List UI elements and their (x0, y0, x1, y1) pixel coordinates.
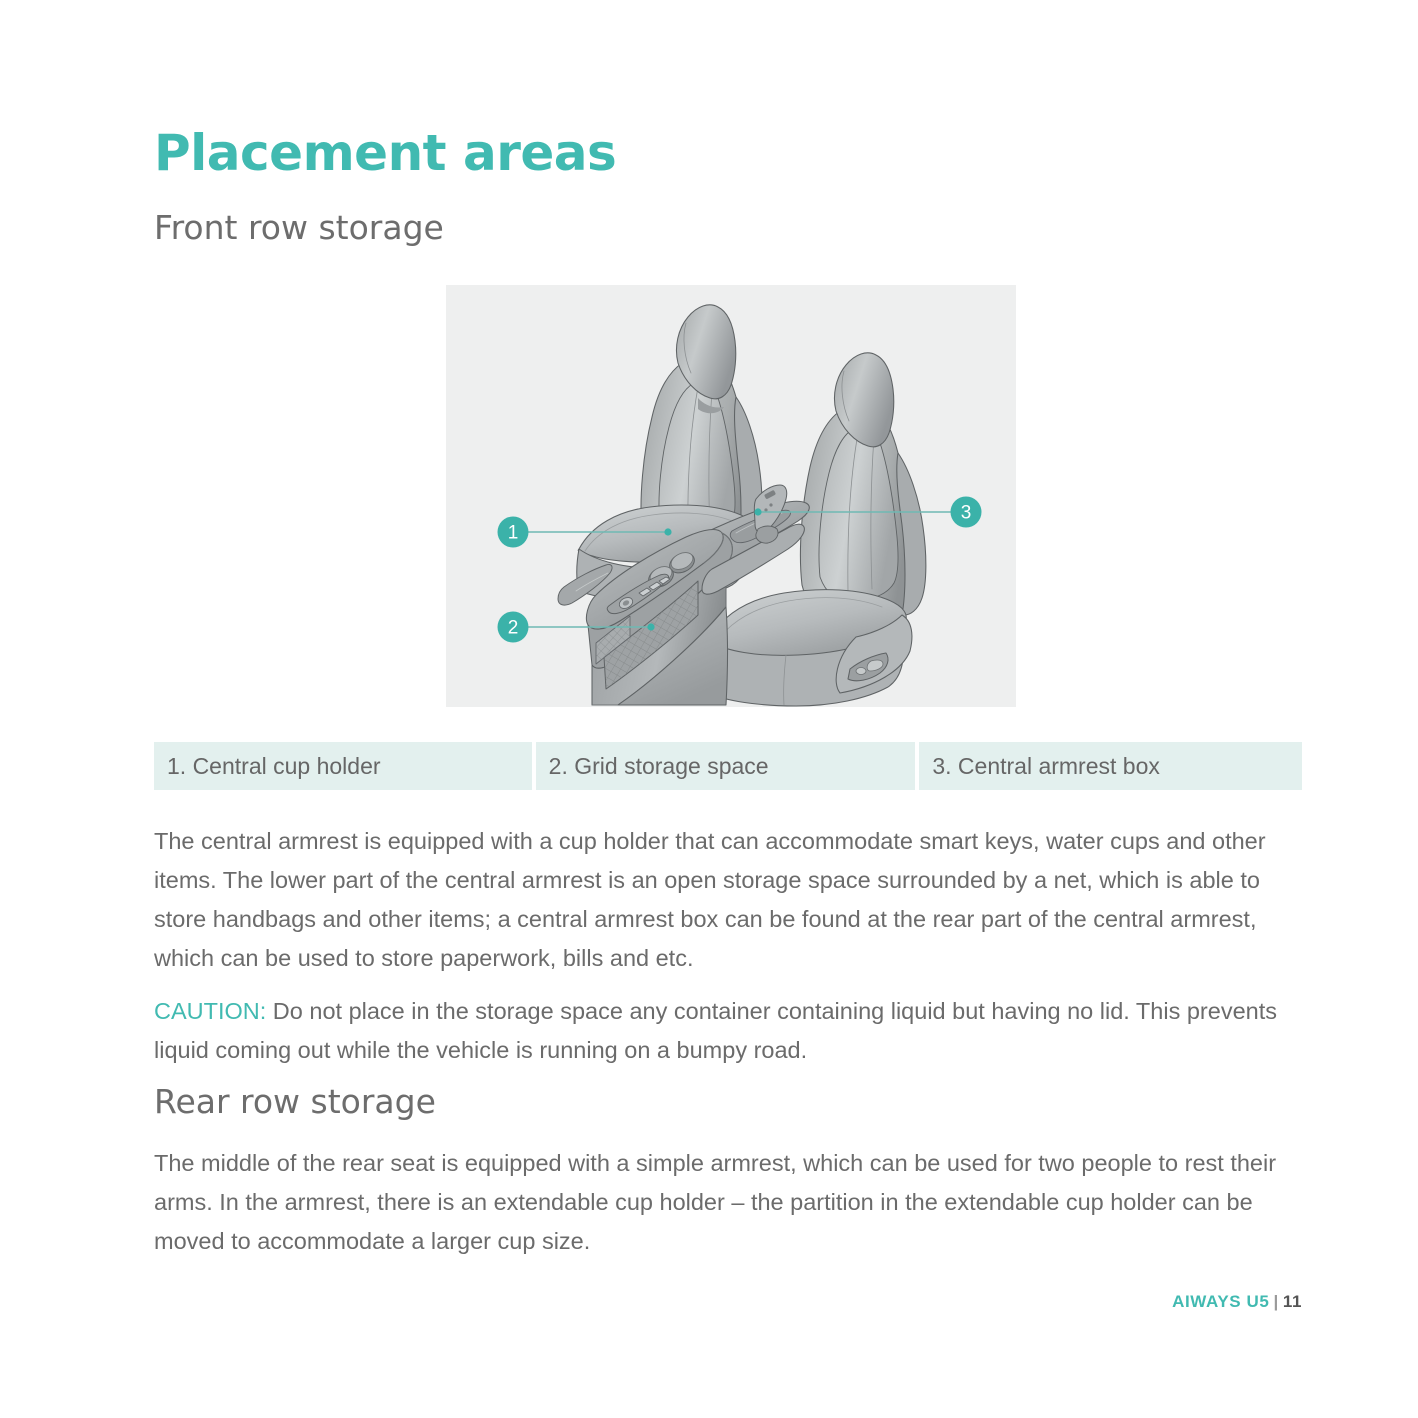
caption-cell-1 (154, 742, 532, 790)
footer-brand: AIWAYS U5 (1172, 1292, 1270, 1311)
caution-label: CAUTION: (154, 998, 267, 1024)
caption-label-2: 2. Grid storage space (548, 752, 769, 779)
caption-label-1: 1. Central cup holder (167, 752, 381, 779)
page-title: Placement areas (154, 124, 617, 182)
caption-cell-2 (536, 742, 916, 790)
section-heading-rear-row-storage: Rear row storage (154, 1082, 436, 1121)
caution-text: Do not place in the storage space any container containing liquid but having no lid. This prevents liquid coming out while the vehicle is running on a bumpy road. (154, 998, 1277, 1063)
callout-3-anchor-dot (754, 508, 761, 515)
footer-page-number: 11 (1282, 1292, 1302, 1311)
callout-1-anchor-dot (664, 528, 671, 535)
front-row-paragraph: The central armrest is equipped with a cup holder that can accommodate smart keys, water cups and other items. The lower part of the central armrest is an open storage space surrounded by a net, which is able to store handbags and other items; a central armrest box can be found at the rear part of the central armrest, which can be used to store paperwork, bills and etc. (154, 828, 1266, 971)
section-heading-front-row-storage: Front row storage (154, 208, 444, 247)
caption-cell-3 (919, 742, 1302, 790)
seat-adjust-knob-icon (856, 668, 866, 675)
callout-3-number: 3 (960, 502, 972, 524)
caution-paragraph (154, 992, 1302, 1070)
callout-2-anchor-dot (647, 623, 654, 630)
footer-separator: | (1273, 1292, 1279, 1311)
callout-1-number: 1 (507, 522, 519, 544)
callout-2-number: 2 (507, 617, 519, 639)
rear-row-paragraph: The middle of the rear seat is equipped with a simple armrest, which can be used for two people to rest their arms. In the armrest, there is an extendable cup holder – the partition in the extendable cup holder can be moved to accommodate a larger cup size. (154, 1150, 1277, 1254)
figure-caption-bar (154, 742, 1302, 790)
caption-label-3: 3. Central armrest box (932, 752, 1160, 779)
page-footer (154, 1292, 1302, 1312)
front-row-seats-console-illustration (446, 285, 1016, 707)
